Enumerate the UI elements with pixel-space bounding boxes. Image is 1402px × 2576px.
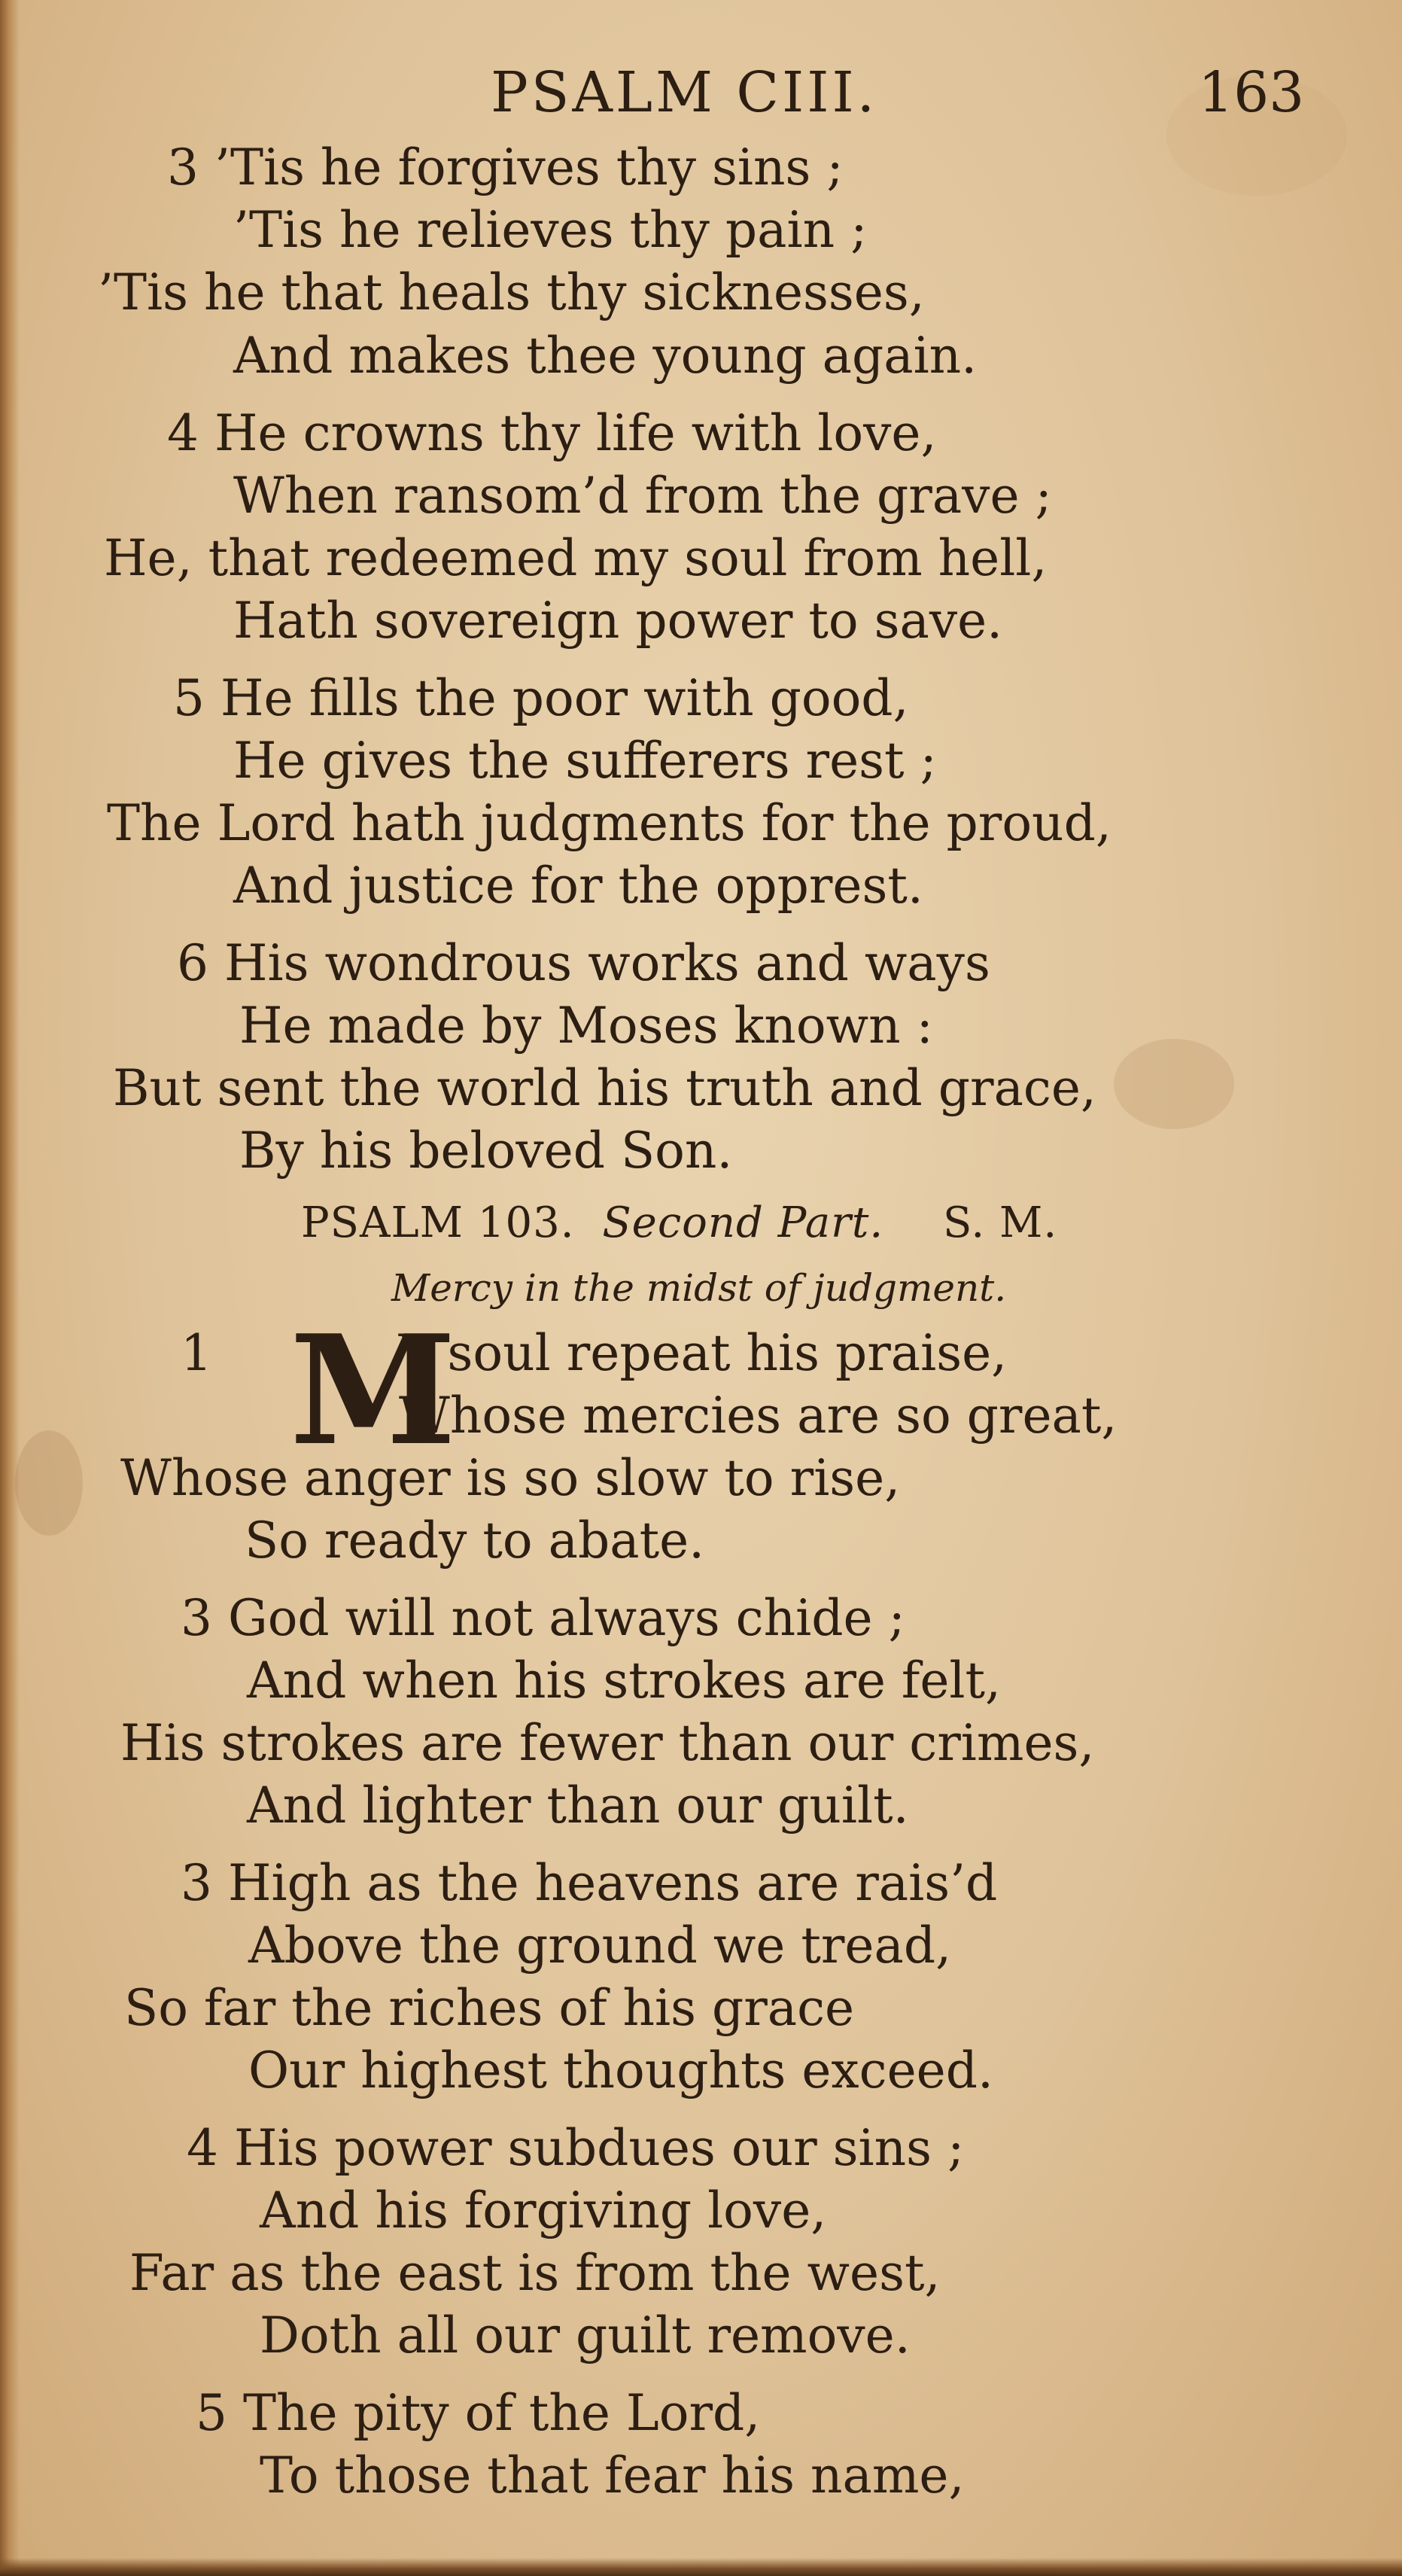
verse-line: 5 The pity of the Lord, [196, 2384, 761, 2442]
verse-line: ’Tis he that heals thy sicknesses, [98, 263, 925, 321]
verse-line: By his beloved Son. [239, 1122, 733, 1180]
page-number: 163 [1198, 60, 1305, 125]
verse-number: 1 [181, 1324, 212, 1382]
paper-stain [15, 1430, 83, 1536]
verse-line: And when his strokes are felt, [247, 1652, 1002, 1710]
verse-line: 3 High as the heavens are rais’d [181, 1854, 998, 1912]
running-header-title: PSALM CIII. [491, 60, 878, 125]
psalm-part: Second Part. [602, 1198, 884, 1247]
verse-line: 4 He crowns thy life with love, [167, 404, 937, 462]
verse-line: And his forgiving love, [260, 2182, 827, 2240]
psalm-number: PSALM 103. [301, 1198, 575, 1247]
verse-line: He gives the sufferers rest ; [233, 732, 937, 790]
verse-line: And lighter than our guilt. [247, 1777, 909, 1835]
verse-line: His strokes are fewer than our crimes, [120, 1714, 1095, 1772]
verse-line: 5 He fills the poor with good, [173, 669, 909, 727]
verse-line: So far the riches of his grace [124, 1979, 855, 2037]
verse-line: And makes thee young again. [233, 327, 978, 385]
verse-line: 3 ’Tis he forgives thy sins ; [167, 139, 844, 196]
verse-line: Above the ground we tread, [248, 1917, 952, 1975]
verse-line: So ready to abate. [245, 1512, 705, 1570]
psalm-heading [301, 1198, 1057, 1247]
page-bottom-edge [0, 2558, 1402, 2576]
verse-line: And justice for the opprest. [233, 857, 923, 915]
verse-line: Hath sovereign power to save. [233, 592, 1003, 650]
verse-line: Whose anger is so slow to rise, [120, 1449, 901, 1507]
verse-line: To those that fear his name, [260, 2447, 965, 2504]
verse-line: Doth all our guilt remove. [260, 2307, 911, 2364]
verse-line: 3 God will not always chide ; [181, 1589, 905, 1647]
verse-line: ’Tis he relieves thy pain ; [233, 201, 868, 259]
verse-line: Far as the east is from the west, [129, 2244, 941, 2302]
drop-cap: M [290, 1302, 457, 1479]
paper-stain [1114, 1039, 1234, 1129]
page-edge [0, 0, 20, 2576]
verse-line: Our highest thoughts exceed. [248, 2042, 993, 2099]
verse-line: When ransom’d from the grave ; [233, 467, 1052, 525]
verse-line: He, that redeemed my soul from hell, [104, 529, 1048, 587]
verse-line: But sent the world his truth and grace, [113, 1059, 1096, 1117]
verse-line: The Lord hath judgments for the proud, [107, 794, 1112, 852]
verse-line: He made by Moses known : [239, 997, 933, 1055]
psalm-meter: S. M. [943, 1198, 1058, 1247]
verse-line: Y soul repeat his praise, [399, 1324, 1008, 1382]
verse-line: 4 His power subdues our sins ; [187, 2119, 965, 2177]
verse-line: Whose mercies are so great, [399, 1387, 1118, 1445]
psalm-subtitle: Mercy in the midst of judgment. [391, 1266, 1007, 1310]
verse-line: 6 His wondrous works and ways [177, 934, 990, 992]
